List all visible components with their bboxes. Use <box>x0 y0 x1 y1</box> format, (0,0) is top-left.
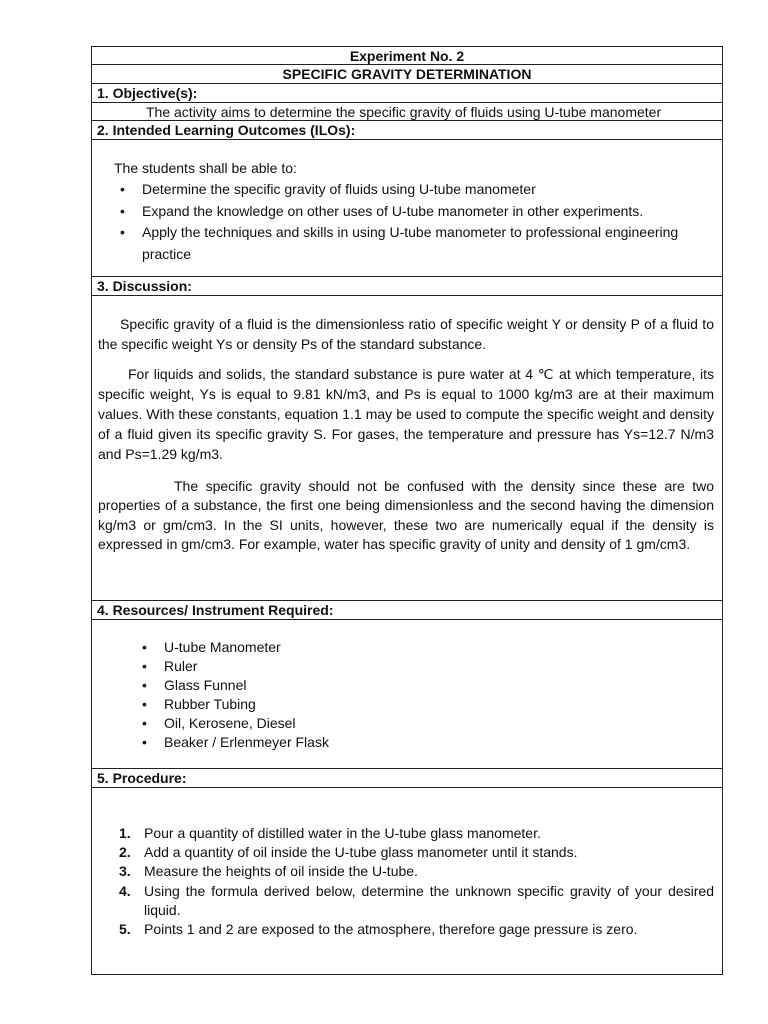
objectives-text: The activity aims to determine the specific gravity of fluids using U-tube manometer <box>91 103 723 121</box>
resources-heading: 4. Resources/ Instrument Required: <box>91 601 723 620</box>
resource-text: Glass Funnel <box>164 677 247 693</box>
resources-section <box>91 620 723 769</box>
list-item <box>114 201 722 223</box>
experiment-number: Experiment No. 2 <box>91 46 723 65</box>
discussion-paragraph: Specific gravity of a fluid is the dimensionless ratio of specific weight Y or density P of a fluid to the specific weight Ys or density Ps of the standard substance. <box>98 316 714 352</box>
bullet-icon: • <box>120 224 125 240</box>
step-number: 5. <box>119 921 131 938</box>
bullet-icon: • <box>142 734 147 750</box>
ilos-section <box>91 140 723 277</box>
ilos-heading: 2. Intended Learning Outcomes (ILOs): <box>91 121 723 140</box>
list-item <box>112 920 714 939</box>
bullet-icon: • <box>120 181 125 197</box>
list-item <box>112 882 714 920</box>
procedure-section <box>91 788 723 975</box>
step-number: 3. <box>119 863 131 880</box>
list-item <box>136 733 722 752</box>
step-text: Using the formula derived below, determine the unknown specific gravity of your desired liquid. <box>144 882 714 918</box>
step-text: Pour a quantity of distilled water in the U-tube glass manometer. <box>144 825 541 841</box>
objectives-heading: 1. Objective(s): <box>91 84 723 103</box>
resource-text: Beaker / Erlenmeyer Flask <box>164 734 329 750</box>
resource-text: Oil, Kerosene, Diesel <box>164 715 296 731</box>
bullet-icon: • <box>142 715 147 731</box>
ilos-intro: The students shall be able to: <box>114 160 297 176</box>
bullet-icon: • <box>142 639 147 655</box>
resources-list <box>136 638 722 752</box>
list-item <box>114 179 722 201</box>
step-number: 2. <box>119 844 131 861</box>
list-item <box>136 657 722 676</box>
list-item <box>136 695 722 714</box>
bullet-icon: • <box>120 202 125 219</box>
procedure-list <box>112 824 714 939</box>
list-item <box>136 714 722 733</box>
discussion-paragraph: For liquids and solids, the standard substance is pure water at 4 ℃ at which temperature, its specific weight, Ys is equal to 9.81 kN/m3, and Ps is equal to 1000 kg/m3 are at their maximum values. With these constants, equation 1.1 may be used to compute the specific weight and density of a fluid given its specific gravity S. For gases, the temperature and pressure has Ys=12.7 N/m3 and Ps=1.29 kg/m3. <box>98 366 714 462</box>
list-item <box>114 222 722 265</box>
ilo-text: Determine the specific gravity of fluids using U-tube manometer <box>142 181 536 197</box>
resource-text: Rubber Tubing <box>164 696 256 712</box>
step-text: Points 1 and 2 are exposed to the atmosphere, therefore gage pressure is zero. <box>144 921 638 938</box>
ilo-text: Apply the techniques and skills in using U-tube manometer to professional engineering practice <box>142 224 679 262</box>
bullet-icon: • <box>142 658 147 674</box>
list-item <box>136 676 722 695</box>
procedure-heading: 5. Procedure: <box>91 769 723 788</box>
step-text: Add a quantity of oil inside the U-tube glass manometer until it stands. <box>144 844 578 861</box>
ilo-text: Expand the knowledge on other uses of U-tube manometer in other experiments. <box>142 202 644 219</box>
list-item <box>112 824 714 843</box>
step-number: 4. <box>119 882 131 899</box>
resource-text: Ruler <box>164 658 198 674</box>
experiment-title: SPECIFIC GRAVITY DETERMINATION <box>91 65 723 84</box>
bullet-icon: • <box>142 677 147 693</box>
step-text: Measure the heights of oil inside the U-tube. <box>144 863 418 880</box>
discussion-heading: 3. Discussion: <box>91 277 723 296</box>
list-item <box>136 638 722 657</box>
resource-text: U-tube Manometer <box>164 639 281 655</box>
discussion-paragraph: The specific gravity should not be confused with the density since these are two properties of a substance, the first one being dimensionless and the second having the dimension kg/m3 or gm/cm3. In the SI units, however, these two are numerically equal if the density is expressed in gm/cm3. For example, water has specific gravity of unity and density of 1 gm/cm3. <box>98 478 714 553</box>
bullet-icon: • <box>142 696 147 712</box>
ilos-list <box>114 179 722 265</box>
step-number: 1. <box>119 825 131 841</box>
experiment-sheet <box>91 46 723 975</box>
discussion-section <box>91 296 723 601</box>
list-item <box>112 862 714 881</box>
list-item <box>112 843 714 862</box>
